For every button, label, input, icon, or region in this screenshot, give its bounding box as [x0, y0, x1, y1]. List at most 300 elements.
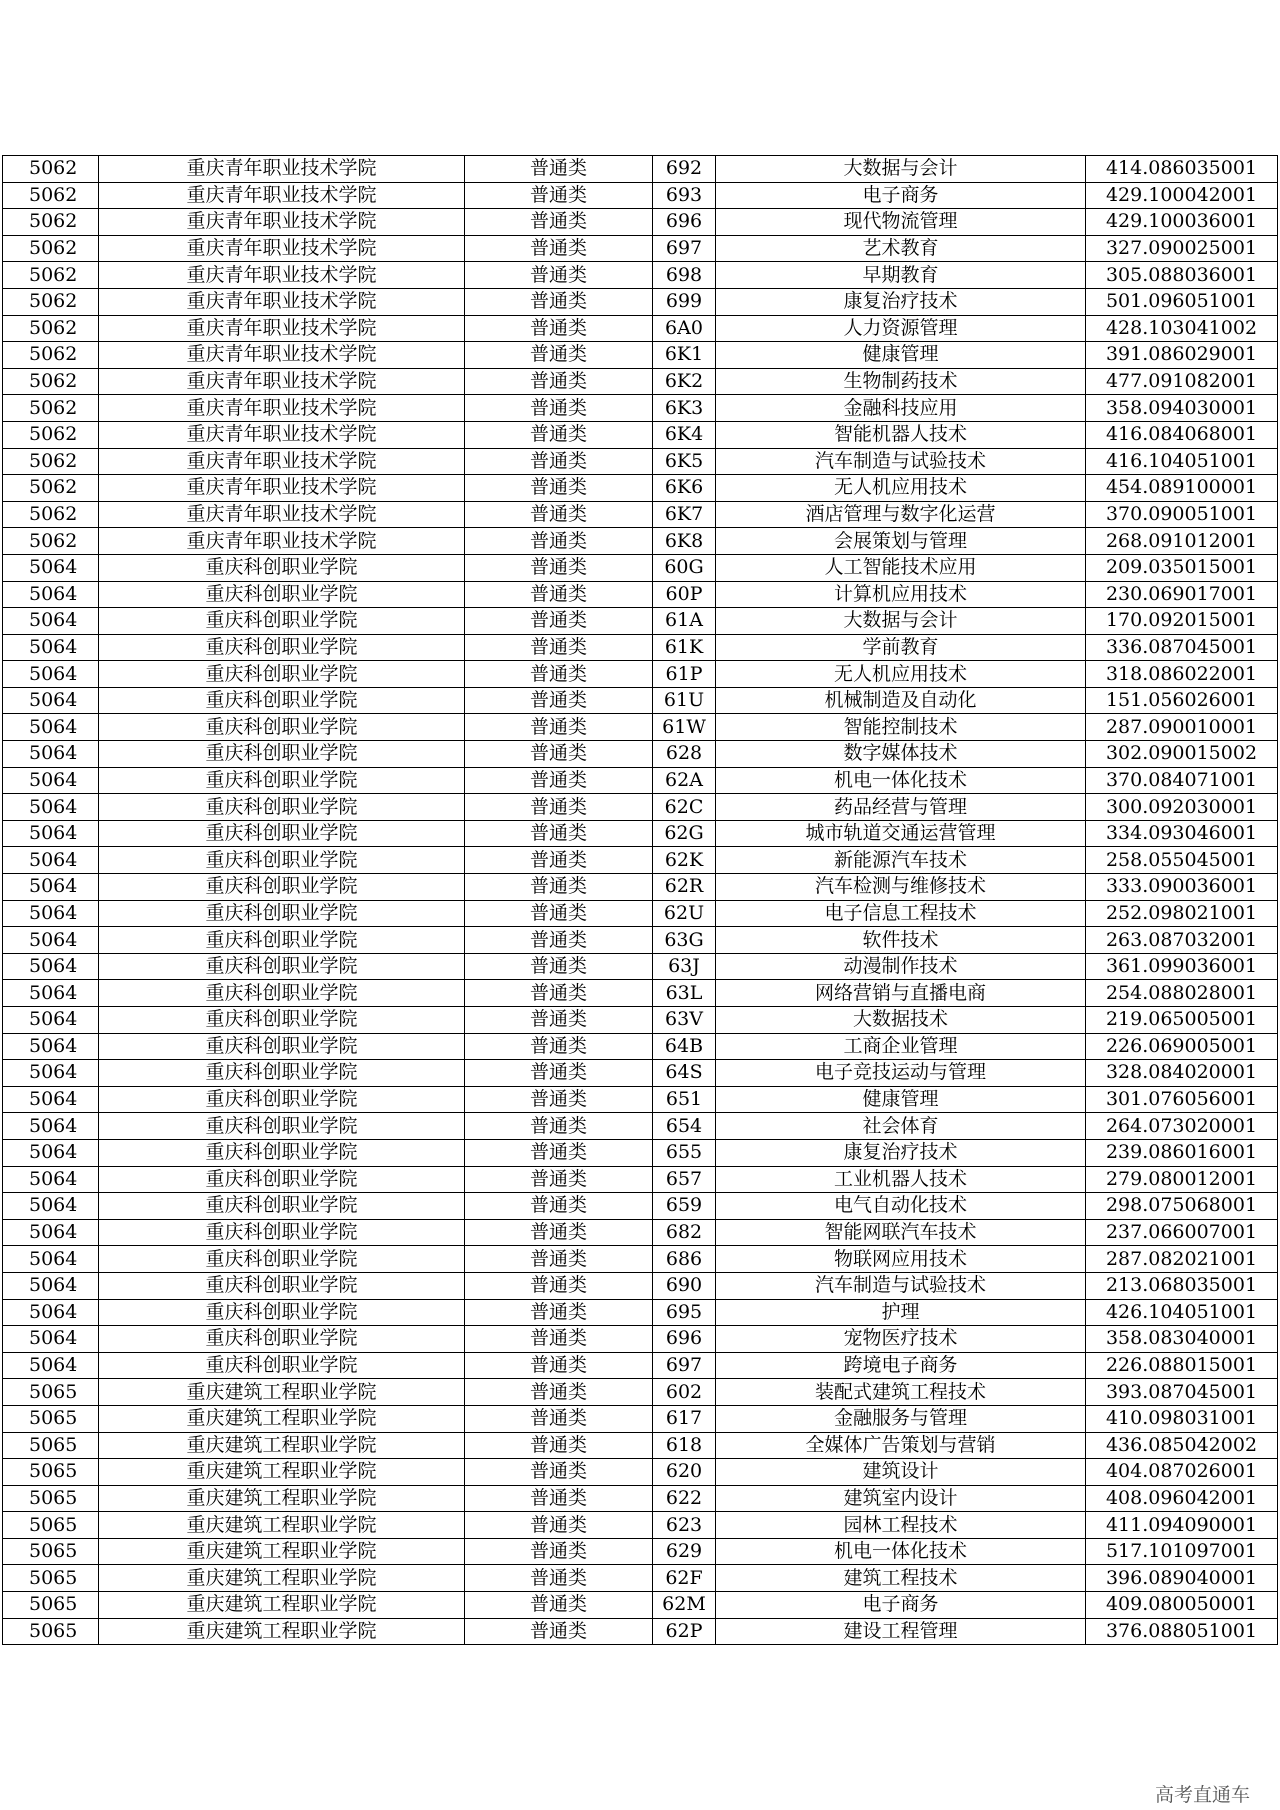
school-code-cell: 5062: [3, 475, 99, 502]
school-name-cell: 重庆建筑工程职业学院: [99, 1538, 465, 1565]
major-code-cell: 657: [653, 1166, 716, 1193]
major-code-cell: 618: [653, 1432, 716, 1459]
major-name-cell: 药品经营与管理: [716, 794, 1086, 821]
category-cell: 普通类: [465, 554, 653, 581]
category-cell: 普通类: [465, 1379, 653, 1406]
table-row: [3, 980, 1278, 1007]
school-code-cell: 5064: [3, 1299, 99, 1326]
table-row: [3, 395, 1278, 422]
major-name-cell: 建筑工程技术: [716, 1565, 1086, 1592]
school-code-cell: 5062: [3, 156, 99, 183]
major-name-cell: 建筑室内设计: [716, 1485, 1086, 1512]
table-row: [3, 847, 1278, 874]
major-code-cell: 62M: [653, 1592, 716, 1619]
school-name-cell: 重庆科创职业学院: [99, 953, 465, 980]
category-cell: 普通类: [465, 1432, 653, 1459]
category-cell: 普通类: [465, 209, 653, 236]
table-row: [3, 1326, 1278, 1353]
table-row: [3, 1033, 1278, 1060]
school-code-cell: 5064: [3, 634, 99, 661]
score-cell: 300.092030001: [1086, 794, 1278, 821]
school-code-cell: 5064: [3, 980, 99, 1007]
table-row: [3, 820, 1278, 847]
school-code-cell: 5065: [3, 1538, 99, 1565]
category-cell: 普通类: [465, 1326, 653, 1353]
score-cell: 226.088015001: [1086, 1352, 1278, 1379]
major-name-cell: 大数据与会计: [716, 608, 1086, 635]
school-name-cell: 重庆科创职业学院: [99, 741, 465, 768]
category-cell: 普通类: [465, 1007, 653, 1034]
category-cell: 普通类: [465, 741, 653, 768]
major-code-cell: 62C: [653, 794, 716, 821]
major-code-cell: 686: [653, 1246, 716, 1273]
major-code-cell: 63L: [653, 980, 716, 1007]
table-row: [3, 1007, 1278, 1034]
major-code-cell: 654: [653, 1113, 716, 1140]
category-cell: 普通类: [465, 714, 653, 741]
major-name-cell: 康复治疗技术: [716, 1139, 1086, 1166]
school-name-cell: 重庆科创职业学院: [99, 581, 465, 608]
category-cell: 普通类: [465, 342, 653, 369]
category-cell: 普通类: [465, 182, 653, 209]
school-code-cell: 5062: [3, 448, 99, 475]
table-row: [3, 1512, 1278, 1539]
major-code-cell: 602: [653, 1379, 716, 1406]
score-cell: 416.104051001: [1086, 448, 1278, 475]
major-code-cell: 62R: [653, 874, 716, 901]
major-name-cell: 健康管理: [716, 342, 1086, 369]
school-name-cell: 重庆青年职业技术学院: [99, 182, 465, 209]
school-code-cell: 5062: [3, 368, 99, 395]
school-name-cell: 重庆科创职业学院: [99, 1033, 465, 1060]
major-name-cell: 机械制造及自动化: [716, 687, 1086, 714]
major-name-cell: 电子竞技运动与管理: [716, 1060, 1086, 1087]
school-code-cell: 5065: [3, 1618, 99, 1645]
category-cell: 普通类: [465, 661, 653, 688]
school-code-cell: 5064: [3, 820, 99, 847]
major-code-cell: 682: [653, 1219, 716, 1246]
major-name-cell: 物联网应用技术: [716, 1246, 1086, 1273]
major-name-cell: 大数据与会计: [716, 156, 1086, 183]
major-code-cell: 695: [653, 1299, 716, 1326]
school-code-cell: 5065: [3, 1512, 99, 1539]
major-name-cell: 电气自动化技术: [716, 1193, 1086, 1220]
school-code-cell: 5062: [3, 288, 99, 315]
category-cell: 普通类: [465, 1459, 653, 1486]
category-cell: 普通类: [465, 900, 653, 927]
score-cell: 287.082021001: [1086, 1246, 1278, 1273]
major-code-cell: 61W: [653, 714, 716, 741]
school-name-cell: 重庆青年职业技术学院: [99, 501, 465, 528]
school-name-cell: 重庆科创职业学院: [99, 847, 465, 874]
category-cell: 普通类: [465, 1618, 653, 1645]
score-cell: 358.083040001: [1086, 1326, 1278, 1353]
major-name-cell: 现代物流管理: [716, 209, 1086, 236]
category-cell: 普通类: [465, 874, 653, 901]
category-cell: 普通类: [465, 953, 653, 980]
school-name-cell: 重庆青年职业技术学院: [99, 528, 465, 555]
major-name-cell: 机电一体化技术: [716, 1538, 1086, 1565]
major-name-cell: 会展策划与管理: [716, 528, 1086, 555]
score-cell: 517.101097001: [1086, 1538, 1278, 1565]
score-cell: 254.088028001: [1086, 980, 1278, 1007]
school-name-cell: 重庆科创职业学院: [99, 1219, 465, 1246]
table-row: [3, 608, 1278, 635]
major-name-cell: 建设工程管理: [716, 1618, 1086, 1645]
school-code-cell: 5064: [3, 1352, 99, 1379]
score-cell: 411.094090001: [1086, 1512, 1278, 1539]
score-cell: 264.073020001: [1086, 1113, 1278, 1140]
school-name-cell: 重庆科创职业学院: [99, 661, 465, 688]
school-name-cell: 重庆青年职业技术学院: [99, 315, 465, 342]
category-cell: 普通类: [465, 1060, 653, 1087]
score-cell: 454.089100001: [1086, 475, 1278, 502]
school-code-cell: 5064: [3, 554, 99, 581]
school-name-cell: 重庆科创职业学院: [99, 1166, 465, 1193]
category-cell: 普通类: [465, 1033, 653, 1060]
school-name-cell: 重庆科创职业学院: [99, 767, 465, 794]
major-code-cell: 62A: [653, 767, 716, 794]
major-code-cell: 63G: [653, 927, 716, 954]
school-code-cell: 5064: [3, 874, 99, 901]
school-code-cell: 5065: [3, 1565, 99, 1592]
major-code-cell: 62U: [653, 900, 716, 927]
category-cell: 普通类: [465, 421, 653, 448]
major-code-cell: 6K1: [653, 342, 716, 369]
school-code-cell: 5064: [3, 1326, 99, 1353]
school-code-cell: 5064: [3, 1086, 99, 1113]
table-row: [3, 794, 1278, 821]
table-row: [3, 448, 1278, 475]
score-cell: 209.035015001: [1086, 554, 1278, 581]
school-name-cell: 重庆科创职业学院: [99, 900, 465, 927]
major-name-cell: 无人机应用技术: [716, 661, 1086, 688]
school-name-cell: 重庆青年职业技术学院: [99, 156, 465, 183]
major-code-cell: 623: [653, 1512, 716, 1539]
table-row: [3, 661, 1278, 688]
score-cell: 501.096051001: [1086, 288, 1278, 315]
major-name-cell: 汽车检测与维修技术: [716, 874, 1086, 901]
major-name-cell: 社会体育: [716, 1113, 1086, 1140]
school-name-cell: 重庆青年职业技术学院: [99, 448, 465, 475]
score-cell: 230.069017001: [1086, 581, 1278, 608]
table-row: [3, 900, 1278, 927]
school-code-cell: 5064: [3, 741, 99, 768]
score-cell: 151.056026001: [1086, 687, 1278, 714]
category-cell: 普通类: [465, 1166, 653, 1193]
school-name-cell: 重庆建筑工程职业学院: [99, 1592, 465, 1619]
school-code-cell: 5064: [3, 714, 99, 741]
score-cell: 258.055045001: [1086, 847, 1278, 874]
table-row: [3, 1592, 1278, 1619]
table-row: [3, 235, 1278, 262]
major-code-cell: 60G: [653, 554, 716, 581]
school-name-cell: 重庆青年职业技术学院: [99, 342, 465, 369]
score-cell: 396.089040001: [1086, 1565, 1278, 1592]
school-code-cell: 5065: [3, 1405, 99, 1432]
school-name-cell: 重庆青年职业技术学院: [99, 475, 465, 502]
category-cell: 普通类: [465, 608, 653, 635]
score-cell: 237.066007001: [1086, 1219, 1278, 1246]
category-cell: 普通类: [465, 262, 653, 289]
school-code-cell: 5064: [3, 1139, 99, 1166]
major-name-cell: 人工智能技术应用: [716, 554, 1086, 581]
major-code-cell: 61A: [653, 608, 716, 635]
school-code-cell: 5062: [3, 395, 99, 422]
major-code-cell: 692: [653, 156, 716, 183]
category-cell: 普通类: [465, 927, 653, 954]
school-code-cell: 5062: [3, 262, 99, 289]
school-code-cell: 5064: [3, 1060, 99, 1087]
major-code-cell: 696: [653, 1326, 716, 1353]
table-row: [3, 315, 1278, 342]
major-name-cell: 汽车制造与试验技术: [716, 448, 1086, 475]
school-code-cell: 5064: [3, 1033, 99, 1060]
score-cell: 213.068035001: [1086, 1272, 1278, 1299]
major-name-cell: 智能网联汽车技术: [716, 1219, 1086, 1246]
major-code-cell: 60P: [653, 581, 716, 608]
school-code-cell: 5065: [3, 1485, 99, 1512]
category-cell: 普通类: [465, 1565, 653, 1592]
major-code-cell: 6K4: [653, 421, 716, 448]
major-code-cell: 64S: [653, 1060, 716, 1087]
score-cell: 404.087026001: [1086, 1459, 1278, 1486]
category-cell: 普通类: [465, 847, 653, 874]
school-code-cell: 5065: [3, 1459, 99, 1486]
category-cell: 普通类: [465, 368, 653, 395]
score-cell: 336.087045001: [1086, 634, 1278, 661]
major-name-cell: 工业机器人技术: [716, 1166, 1086, 1193]
major-code-cell: 655: [653, 1139, 716, 1166]
table-row: [3, 1193, 1278, 1220]
major-name-cell: 宠物医疗技术: [716, 1326, 1086, 1353]
major-name-cell: 酒店管理与数字化运营: [716, 501, 1086, 528]
category-cell: 普通类: [465, 820, 653, 847]
school-code-cell: 5065: [3, 1592, 99, 1619]
table-row: [3, 714, 1278, 741]
score-cell: 416.084068001: [1086, 421, 1278, 448]
major-name-cell: 网络营销与直播电商: [716, 980, 1086, 1007]
category-cell: 普通类: [465, 581, 653, 608]
school-code-cell: 5064: [3, 927, 99, 954]
major-name-cell: 无人机应用技术: [716, 475, 1086, 502]
category-cell: 普通类: [465, 794, 653, 821]
admission-score-table: [2, 155, 1278, 1645]
school-name-cell: 重庆科创职业学院: [99, 820, 465, 847]
school-name-cell: 重庆建筑工程职业学院: [99, 1485, 465, 1512]
major-name-cell: 护理: [716, 1299, 1086, 1326]
category-cell: 普通类: [465, 1352, 653, 1379]
score-cell: 327.090025001: [1086, 235, 1278, 262]
category-cell: 普通类: [465, 395, 653, 422]
table-row: [3, 927, 1278, 954]
school-code-cell: 5064: [3, 847, 99, 874]
score-cell: 318.086022001: [1086, 661, 1278, 688]
score-cell: 409.080050001: [1086, 1592, 1278, 1619]
major-code-cell: 6K6: [653, 475, 716, 502]
score-cell: 410.098031001: [1086, 1405, 1278, 1432]
major-code-cell: 697: [653, 235, 716, 262]
major-code-cell: 690: [653, 1272, 716, 1299]
major-code-cell: 62F: [653, 1565, 716, 1592]
category-cell: 普通类: [465, 315, 653, 342]
school-name-cell: 重庆科创职业学院: [99, 554, 465, 581]
school-code-cell: 5062: [3, 235, 99, 262]
table-row: [3, 528, 1278, 555]
score-cell: 477.091082001: [1086, 368, 1278, 395]
score-cell: 408.096042001: [1086, 1485, 1278, 1512]
major-name-cell: 学前教育: [716, 634, 1086, 661]
major-name-cell: 电子信息工程技术: [716, 900, 1086, 927]
category-cell: 普通类: [465, 634, 653, 661]
table-row: [3, 767, 1278, 794]
score-cell: 328.084020001: [1086, 1060, 1278, 1087]
score-cell: 429.100036001: [1086, 209, 1278, 236]
school-code-cell: 5064: [3, 687, 99, 714]
school-name-cell: 重庆青年职业技术学院: [99, 209, 465, 236]
school-code-cell: 5064: [3, 900, 99, 927]
table-row: [3, 1139, 1278, 1166]
category-cell: 普通类: [465, 235, 653, 262]
school-code-cell: 5062: [3, 209, 99, 236]
school-name-cell: 重庆科创职业学院: [99, 1326, 465, 1353]
school-code-cell: 5062: [3, 342, 99, 369]
major-name-cell: 汽车制造与试验技术: [716, 1272, 1086, 1299]
table-row: [3, 1538, 1278, 1565]
category-cell: 普通类: [465, 156, 653, 183]
category-cell: 普通类: [465, 1139, 653, 1166]
table-row: [3, 1246, 1278, 1273]
school-code-cell: 5064: [3, 1272, 99, 1299]
school-code-cell: 5062: [3, 421, 99, 448]
school-name-cell: 重庆建筑工程职业学院: [99, 1379, 465, 1406]
major-code-cell: 622: [653, 1485, 716, 1512]
category-cell: 普通类: [465, 1299, 653, 1326]
table-row: [3, 1459, 1278, 1486]
score-cell: 279.080012001: [1086, 1166, 1278, 1193]
major-code-cell: 693: [653, 182, 716, 209]
school-name-cell: 重庆科创职业学院: [99, 1246, 465, 1273]
table-row: [3, 741, 1278, 768]
major-code-cell: 6A0: [653, 315, 716, 342]
score-cell: 370.090051001: [1086, 501, 1278, 528]
watermark-text: 高考直通车: [1154, 1784, 1250, 1806]
category-cell: 普通类: [465, 528, 653, 555]
table-row: [3, 209, 1278, 236]
score-cell: 302.090015002: [1086, 741, 1278, 768]
major-name-cell: 机电一体化技术: [716, 767, 1086, 794]
major-name-cell: 数字媒体技术: [716, 741, 1086, 768]
school-name-cell: 重庆科创职业学院: [99, 1139, 465, 1166]
major-code-cell: 617: [653, 1405, 716, 1432]
major-code-cell: 651: [653, 1086, 716, 1113]
major-code-cell: 6K7: [653, 501, 716, 528]
category-cell: 普通类: [465, 1219, 653, 1246]
category-cell: 普通类: [465, 1485, 653, 1512]
score-cell: 361.099036001: [1086, 953, 1278, 980]
school-name-cell: 重庆科创职业学院: [99, 1272, 465, 1299]
score-cell: 334.093046001: [1086, 820, 1278, 847]
school-name-cell: 重庆科创职业学院: [99, 1007, 465, 1034]
school-name-cell: 重庆科创职业学院: [99, 634, 465, 661]
major-name-cell: 艺术教育: [716, 235, 1086, 262]
major-code-cell: 62G: [653, 820, 716, 847]
table-row: [3, 368, 1278, 395]
category-cell: 普通类: [465, 501, 653, 528]
school-name-cell: 重庆科创职业学院: [99, 608, 465, 635]
score-cell: 391.086029001: [1086, 342, 1278, 369]
school-name-cell: 重庆建筑工程职业学院: [99, 1432, 465, 1459]
school-code-cell: 5064: [3, 953, 99, 980]
table-row: [3, 182, 1278, 209]
major-name-cell: 跨境电子商务: [716, 1352, 1086, 1379]
major-code-cell: 699: [653, 288, 716, 315]
score-cell: 333.090036001: [1086, 874, 1278, 901]
school-code-cell: 5064: [3, 1166, 99, 1193]
table-body: [3, 156, 1278, 1645]
score-cell: 287.090010001: [1086, 714, 1278, 741]
table-row: [3, 342, 1278, 369]
school-name-cell: 重庆科创职业学院: [99, 714, 465, 741]
category-cell: 普通类: [465, 1538, 653, 1565]
table-row: [3, 1219, 1278, 1246]
major-name-cell: 生物制药技术: [716, 368, 1086, 395]
school-name-cell: 重庆科创职业学院: [99, 1060, 465, 1087]
score-cell: 414.086035001: [1086, 156, 1278, 183]
school-name-cell: 重庆建筑工程职业学院: [99, 1405, 465, 1432]
category-cell: 普通类: [465, 1512, 653, 1539]
school-code-cell: 5062: [3, 182, 99, 209]
major-name-cell: 装配式建筑工程技术: [716, 1379, 1086, 1406]
school-name-cell: 重庆科创职业学院: [99, 1086, 465, 1113]
score-cell: 358.094030001: [1086, 395, 1278, 422]
table-row: [3, 262, 1278, 289]
school-code-cell: 5062: [3, 528, 99, 555]
category-cell: 普通类: [465, 288, 653, 315]
score-cell: 426.104051001: [1086, 1299, 1278, 1326]
table-row: [3, 634, 1278, 661]
major-code-cell: 696: [653, 209, 716, 236]
school-code-cell: 5064: [3, 794, 99, 821]
school-code-cell: 5064: [3, 1113, 99, 1140]
school-code-cell: 5064: [3, 767, 99, 794]
school-code-cell: 5064: [3, 581, 99, 608]
score-cell: 429.100042001: [1086, 182, 1278, 209]
score-cell: 428.103041002: [1086, 315, 1278, 342]
category-cell: 普通类: [465, 1246, 653, 1273]
school-name-cell: 重庆青年职业技术学院: [99, 235, 465, 262]
school-name-cell: 重庆青年职业技术学院: [99, 262, 465, 289]
table-row: [3, 1272, 1278, 1299]
major-code-cell: 628: [653, 741, 716, 768]
school-code-cell: 5062: [3, 501, 99, 528]
score-cell: 252.098021001: [1086, 900, 1278, 927]
category-cell: 普通类: [465, 1193, 653, 1220]
school-name-cell: 重庆科创职业学院: [99, 1352, 465, 1379]
school-code-cell: 5064: [3, 661, 99, 688]
major-code-cell: 63V: [653, 1007, 716, 1034]
table-row: [3, 1166, 1278, 1193]
score-cell: 370.084071001: [1086, 767, 1278, 794]
table-row: [3, 156, 1278, 183]
school-code-cell: 5064: [3, 1007, 99, 1034]
major-name-cell: 电子商务: [716, 182, 1086, 209]
category-cell: 普通类: [465, 1272, 653, 1299]
category-cell: 普通类: [465, 475, 653, 502]
score-cell: 226.069005001: [1086, 1033, 1278, 1060]
major-code-cell: 698: [653, 262, 716, 289]
category-cell: 普通类: [465, 1113, 653, 1140]
